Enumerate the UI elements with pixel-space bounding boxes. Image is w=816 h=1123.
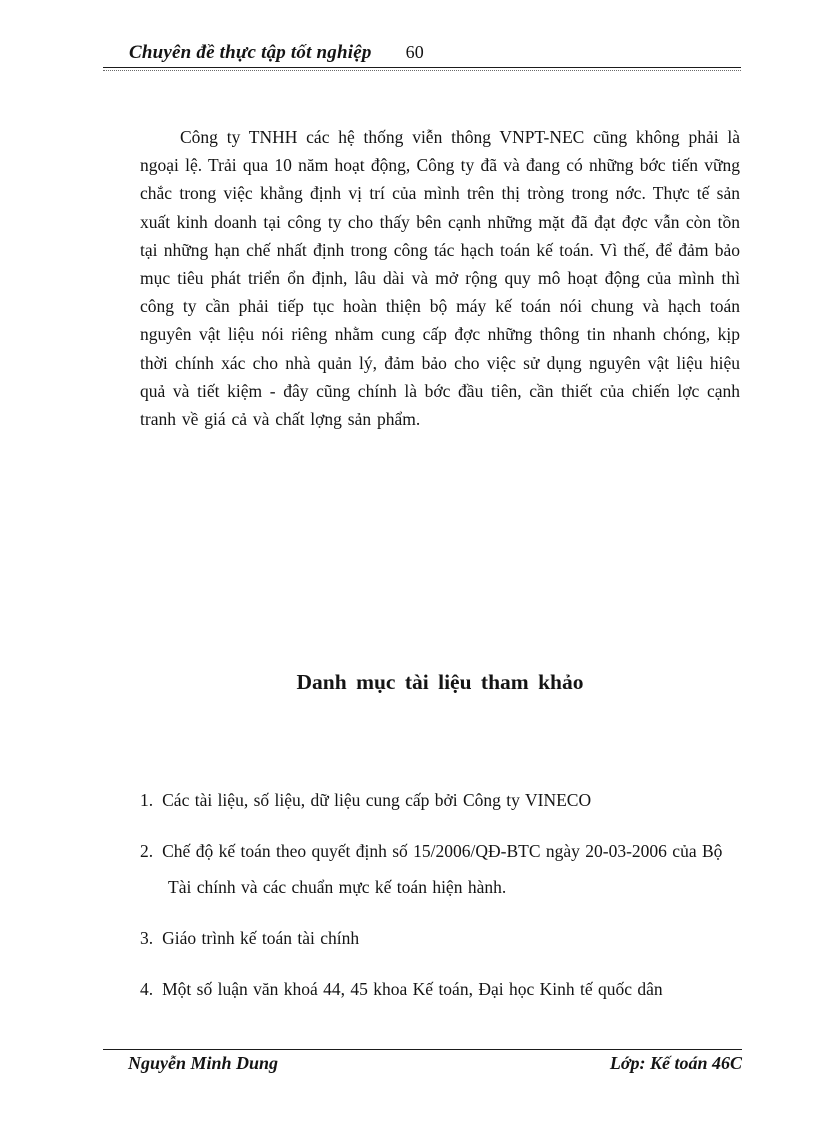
reference-number: 1. — [140, 790, 154, 810]
reference-item — [140, 833, 744, 905]
reference-text: Chế độ kế toán theo quyết định số 15/2006/QĐ-BTC ngày 20-03-2006 của Bộ Tài chính và các chuẩn mực kế toán hiện hành. — [162, 841, 723, 897]
reference-number: 3. — [140, 928, 154, 948]
footer-author: Nguyễn Minh Dung — [128, 1053, 279, 1073]
page-number: 60 — [405, 42, 424, 62]
reference-text: Các tài liệu, số liệu, dữ liệu cung cấp bởi Công ty VINECO — [162, 790, 592, 810]
footer-class: Lớp: Kế toán 46C — [609, 1053, 742, 1073]
reference-item — [140, 782, 744, 818]
reference-text: Một số luận văn khoá 44, 45 khoa Kế toán, Đại học Kinh tế quốc dân — [162, 979, 663, 999]
header-rule — [103, 67, 741, 71]
page-footer — [103, 1049, 742, 1074]
reference-item — [140, 920, 744, 956]
header-row — [103, 42, 741, 64]
header-title: Chuyên đề thực tập tốt nghiệp — [129, 42, 372, 63]
page-header — [103, 42, 741, 71]
reference-item — [140, 971, 744, 1007]
references-heading: Danh mục tài liệu tham khảo — [296, 670, 584, 694]
reference-text: Giáo trình kế toán tài chính — [162, 928, 360, 948]
reference-number: 4. — [140, 979, 154, 999]
body-paragraph: Công ty TNHH các hệ thống viễn thông VNPT-NEC cũng không phải là ngoại lệ. Trải qua 10 năm hoạt động, Công ty đã và đang có những bớc tiến vững chắc trong việc khẳng định vị trí của mình trên thị tròng trong nớc. Thực tế sản xuất kinh doanh tại công ty cho thấy bên cạnh những mặt đã đạt đợc vẫn còn tồn tại những hạn chế nhất định trong công tác hạch toán kế toán. Vì thế, để đảm bảo mục tiêu phát triển ổn định, lâu dài và mở rộng quy mô hoạt động của mình thì công ty cần phải tiếp tục hoàn thiện bộ máy kế toán nói chung và hạch toán nguyên vật liệu nói riêng nhằm cung cấp đợc những thông tin nhanh chóng, kịp thời chính xác cho nhà quản lý, đảm bảo cho việc sử dụng nguyên vật liệu hiệu quả và tiết kiệm - đây cũng chính là bớc đầu tiên, cần thiết của chiến lợc cạnh tranh về giá cả và chất lợng sản phẩm. — [140, 127, 740, 430]
references-list — [140, 782, 744, 1022]
reference-number: 2. — [140, 841, 154, 861]
footer-row — [103, 1050, 742, 1074]
